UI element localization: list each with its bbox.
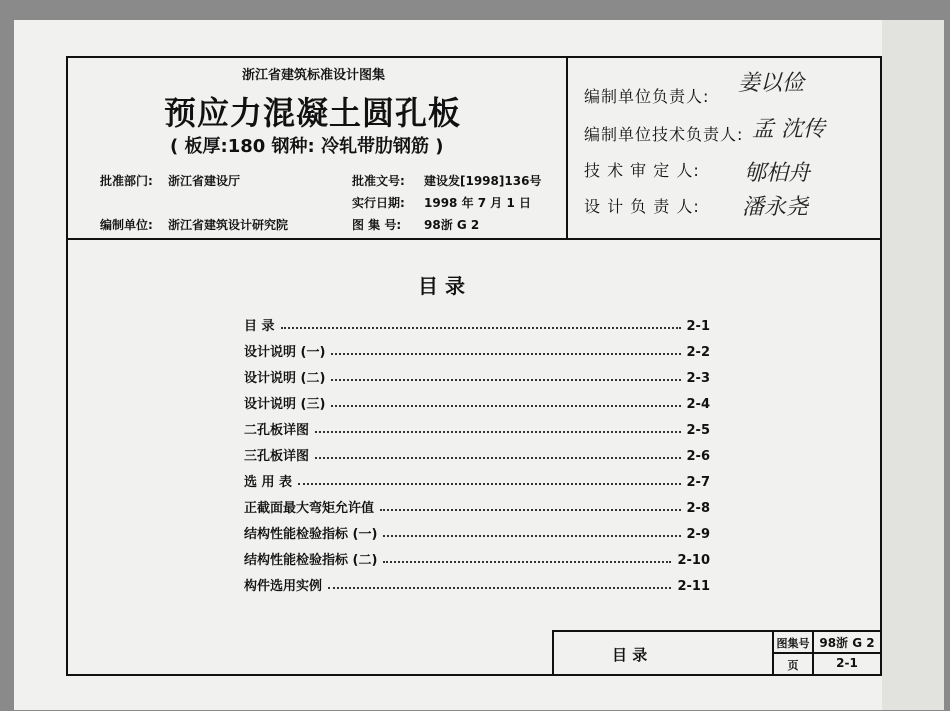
toc-item [244, 496, 710, 516]
toc-item-title: 设计说明 (三) [244, 397, 326, 412]
toc-item-page: 2-1 [686, 319, 710, 334]
toc-item-title: 二孔板详图 [244, 423, 310, 438]
toc-item-page: 2-11 [677, 579, 710, 594]
toc-item [244, 314, 710, 334]
toc-item-title: 构件选用实例 [244, 579, 323, 594]
title-block-mid-line [772, 652, 882, 654]
toc-leader [281, 327, 681, 329]
page-edge [882, 20, 944, 710]
toc-item [244, 418, 710, 438]
subtitle: ( 板厚:180 钢种: 冷轧带肋钢筋 ) [170, 136, 444, 157]
toc-item-page: 2-5 [686, 423, 710, 438]
toc-item-page: 2-3 [686, 371, 710, 386]
approval-dept-label: 批准部门: [100, 174, 153, 188]
toc-item-title: 目 录 [244, 319, 275, 334]
header-divider [66, 238, 882, 240]
responsible-label-1: 编制单位负责人: [584, 87, 710, 106]
toc-item [244, 574, 710, 594]
toc-item-title: 三孔板详图 [244, 449, 310, 464]
title-block-atlas-no: 98浙 G 2 [819, 636, 875, 650]
approval-dept: 浙江省建设厅 [168, 174, 241, 188]
toc-item [244, 470, 710, 490]
toc-item [244, 444, 710, 464]
signature-3: 郇柏舟 [744, 161, 811, 186]
toc-item-page: 2-6 [686, 449, 710, 464]
toc-item-page: 2-4 [686, 397, 710, 412]
toc-leader [331, 353, 680, 355]
toc-item-title: 设计说明 (二) [244, 371, 326, 386]
toc-leader [383, 535, 680, 537]
toc-item-page: 2-7 [686, 475, 710, 490]
responsible-label-3: 技 术 审 定 人: [584, 161, 700, 180]
toc-leader [315, 457, 680, 459]
toc-leader [315, 431, 680, 433]
toc-item [244, 522, 710, 542]
signature-2: 孟 沈传 [752, 117, 825, 142]
toc-leader [380, 509, 680, 511]
compiler-label: 编制单位: [100, 218, 153, 232]
approval-doc-label: 批准文号: [352, 174, 405, 188]
effective-date: 1998 年 7 月 1 日 [424, 196, 531, 210]
toc-item-title: 结构性能检验指标 (二) [244, 553, 378, 568]
header-right-divider [566, 56, 568, 240]
atlas-no-label: 图 集 号: [352, 218, 402, 232]
toc-item [244, 392, 710, 412]
toc-item-page: 2-8 [686, 501, 710, 516]
main-title: 预应力混凝土圆孔板 [164, 94, 462, 132]
toc-leader [331, 379, 680, 381]
title-block-atlas-label: 图集号 [776, 637, 810, 650]
toc-item-page: 2-9 [686, 527, 710, 542]
atlas-no: 98浙 G 2 [424, 218, 480, 232]
toc-item [244, 548, 710, 568]
toc-item-title: 正截面最大弯矩允许值 [244, 501, 375, 516]
signature-4: 潘永尧 [742, 195, 809, 220]
toc-item-title: 设计说明 (一) [244, 345, 326, 360]
title-block-page: 2-1 [836, 656, 858, 670]
publisher-text: 浙江省建筑标准设计图集 [242, 68, 386, 83]
toc-item-page: 2-2 [686, 345, 710, 360]
signature-1: 姜以俭 [738, 71, 805, 96]
toc-item-page: 2-10 [677, 553, 710, 568]
title-block-name: 目 录 [612, 646, 648, 664]
effective-date-label: 实行日期: [352, 196, 405, 210]
toc-leader [383, 561, 671, 563]
toc-item-title: 选 用 表 [244, 475, 293, 490]
toc-item [244, 366, 710, 386]
responsible-label-4: 设 计 负 责 人: [584, 197, 700, 216]
title-block-page-label: 页 [787, 659, 799, 672]
toc-leader [298, 483, 680, 485]
toc-leader [328, 587, 671, 589]
approval-doc: 建设发[1998]136号 [424, 174, 542, 188]
toc-item [244, 340, 710, 360]
toc-item-title: 结构性能检验指标 (一) [244, 527, 378, 542]
toc-heading: 目 录 [418, 274, 465, 298]
toc-leader [331, 405, 680, 407]
compiler: 浙江省建筑设计研究院 [168, 218, 289, 232]
responsible-label-2: 编制单位技术负责人: [584, 125, 744, 144]
